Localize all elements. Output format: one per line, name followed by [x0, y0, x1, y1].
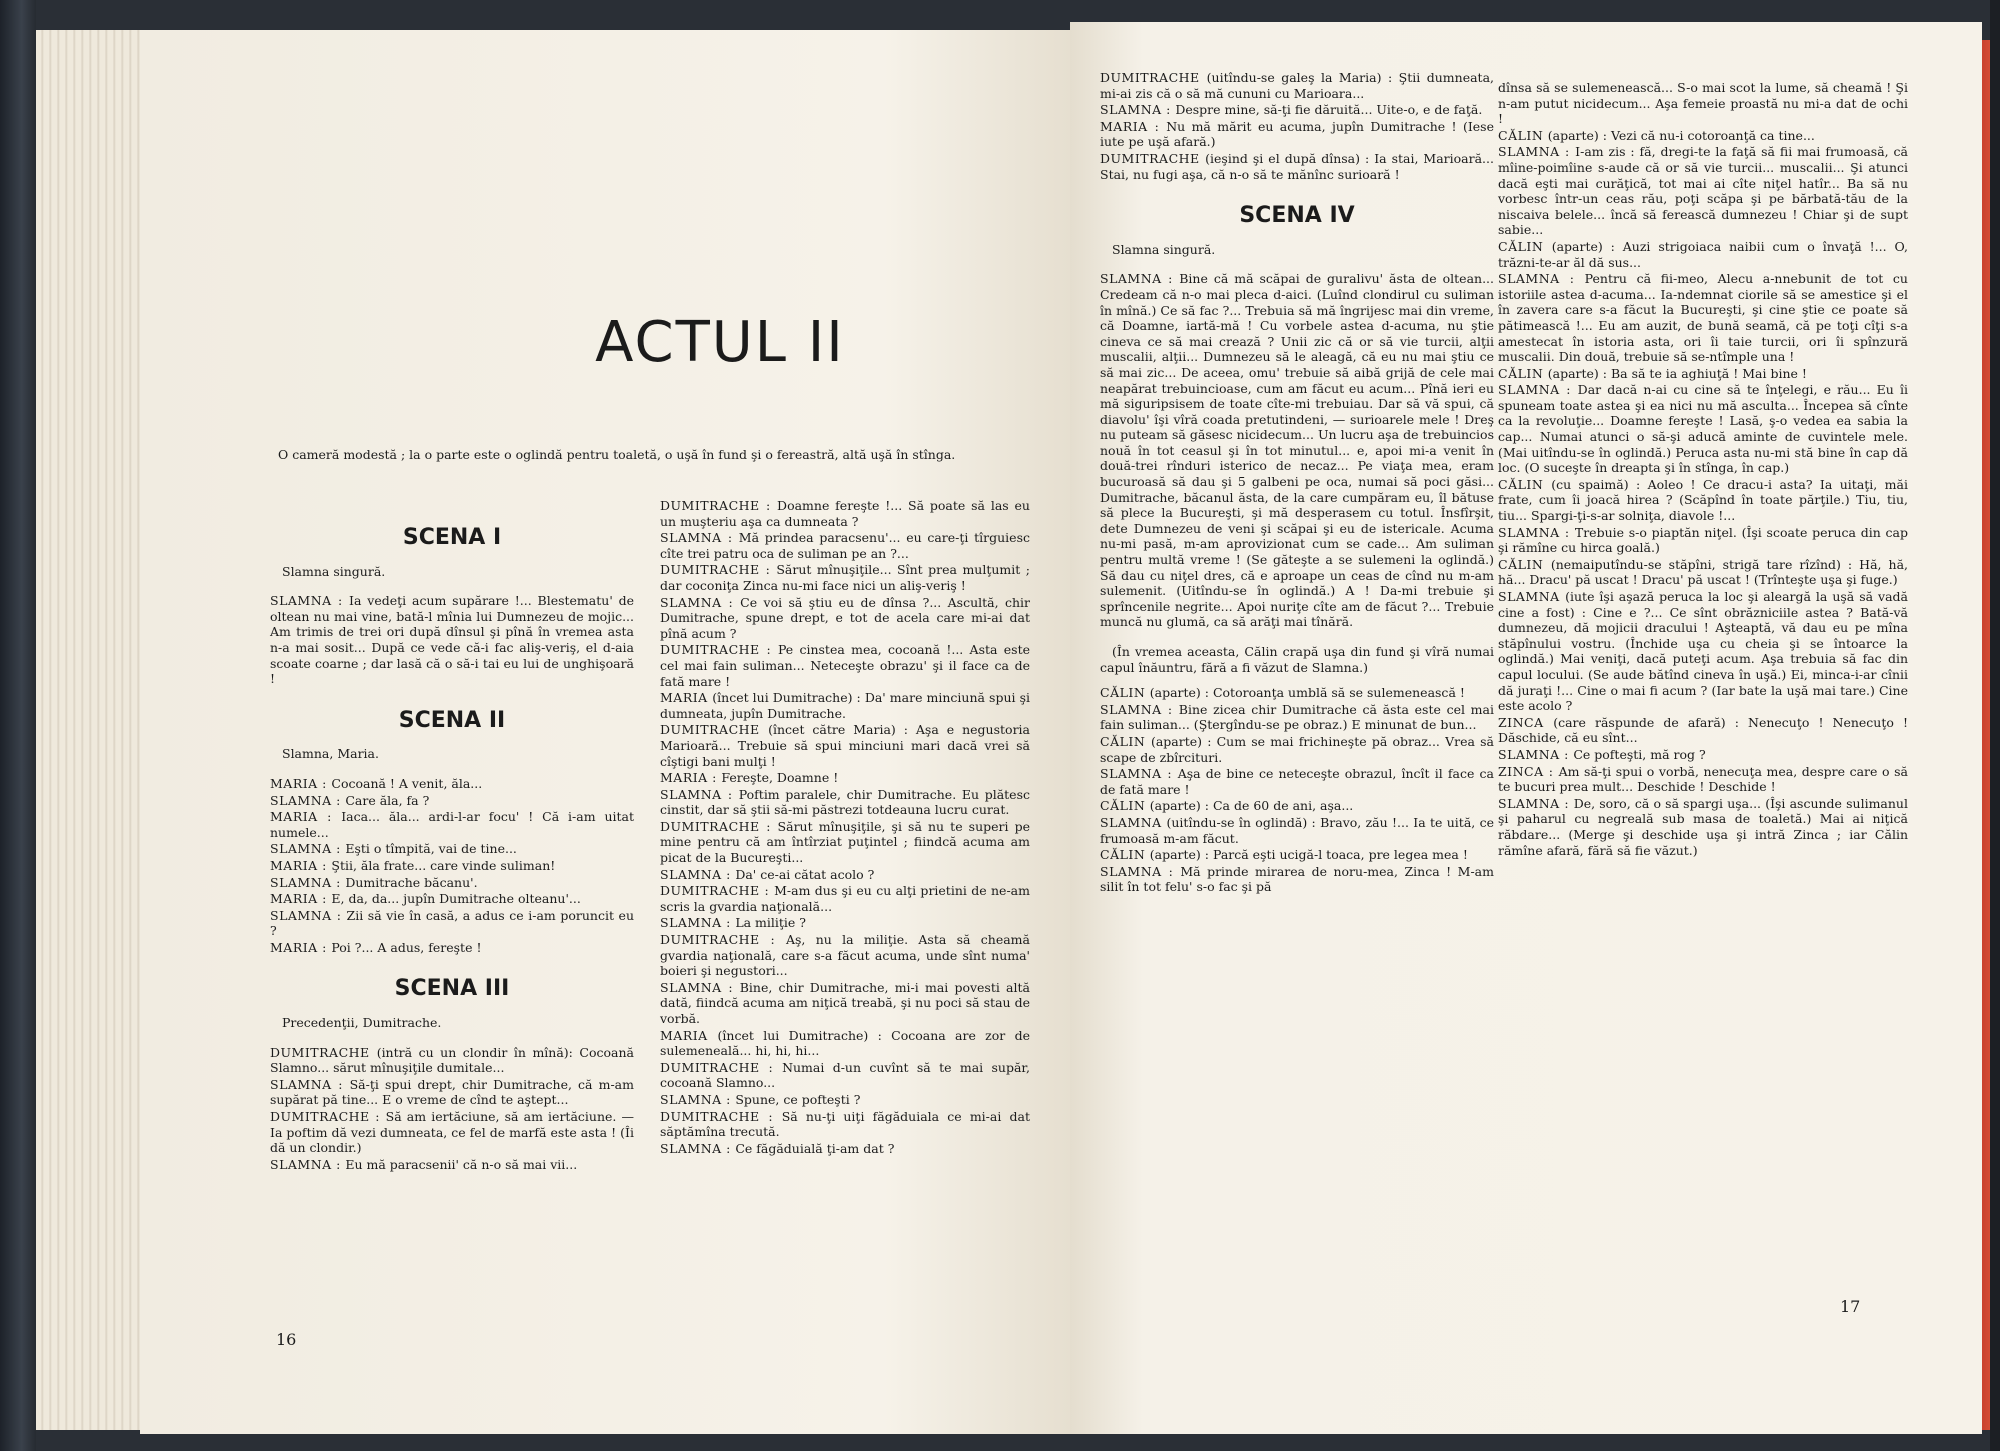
dialogue-line	[1498, 557, 1908, 588]
page-edges	[36, 30, 146, 1430]
speaker-name: MARIA :	[270, 857, 332, 873]
speaker-name: DUMITRACHE :	[660, 1059, 783, 1075]
speaker-name: CĂLIN	[1100, 798, 1150, 814]
book-binding	[0, 0, 36, 1451]
dialogue-line	[660, 1141, 1030, 1157]
speaker-name: SLAMNA :	[660, 530, 739, 546]
scene-heading: SCENA II	[398, 707, 506, 733]
speaker-name: SLAMNA :	[660, 594, 741, 610]
dialogue-text: (aparte) : Ca de 60 de ani, aşa...	[1149, 798, 1354, 814]
speaker-name: CĂLIN	[1100, 847, 1150, 863]
speaker-name: MARIA :	[270, 891, 332, 907]
dialogue-line	[270, 1109, 634, 1156]
speaker-name: DUMITRACHE :	[660, 818, 778, 834]
dialogue-text: (ieşind şi el după dînsa) : Ia stai, Marioară... Stai, nu fugi aşa, că n-o să te mănînc surioară !	[1100, 150, 1494, 182]
speaker-name: SLAMNA :	[660, 1140, 736, 1156]
dialogue-text: Pentru că fii-meo, Alecu a-nnebunit de tot cu istoriile astea d-acuma... Ia-ndemnat ciorile să se amestice şi el în zavera care s-a făcut la Bucureşti, şi cine ştie ce poate să pătimească !... Eu am auzit, de bună seamă, că pe toţi cîţi s-a amestecat în istoria asta, ori îi taie turcii, ori îi spînzură muscalii. Din două, trebuie să se-ntîmple una !	[1498, 271, 1908, 365]
dialogue-text: Mă prinde mirarea de noru-mea, Zinca ! M-am silit în tot felu' s-o fac şi pă	[1100, 863, 1494, 895]
dialogue-line	[1498, 271, 1908, 365]
dialogue-text: Care ăla, fa ?	[345, 792, 430, 808]
dialogue-text: M-am dus şi eu cu alţi prietini de ne-am scris la gvardia naţională...	[660, 883, 1030, 914]
left-page-column-1	[270, 525, 634, 1173]
dialogue-text: Să nu-ţi uiţi făgăduiala ce mi-ai dat săptămîna trecută.	[660, 1108, 1030, 1140]
speaker-name: SLAMNA :	[1498, 144, 1576, 160]
dialogue-line	[270, 809, 634, 840]
dialogue-text: Fereşte, Doamne !	[721, 770, 839, 786]
dialogue-text: Spune, ce pofteşti ?	[735, 1091, 861, 1107]
speaker-name: SLAMNA :	[270, 1156, 346, 1172]
dialogue-line	[1498, 128, 1908, 144]
speaker-name: DUMITRACHE	[660, 722, 769, 738]
dialogue-text: Doamne fereşte !... Să poate să las eu un muşteriu aşa ca dumneata ?	[660, 498, 1030, 529]
dialogue-text: (iute îşi aşază peruca la loc şi aleargă la uşă să vadă cine a fost) : Cine e ?... Ce sînt obrăzniciile astea ? Bată-vă dumnezeu, dă mojicii dracului ! Aşteaptă, vă dau eu pe mîna stăpînului vostru. (Închide uşa cu cheia şi se întoarce la oglindă.) Mai veniţi, dacă puteţi acum. Aşa trebuia să fac din capul locului. (Se aude bătînd cineva în uşă.) Ei, minca-i-ar cînii dă juraţi !... Cine o mai fi acum ? (Iar bate la uşă mai tare.) Cine este acolo ?	[1498, 589, 1908, 714]
speaker-name: SLAMNA :	[1498, 382, 1578, 398]
dialogue-line	[1100, 766, 1494, 797]
speaker-name: DUMITRACHE :	[660, 932, 786, 948]
speaker-name: SLAMNA :	[660, 1091, 736, 1107]
speaker-name: DUMITRACHE :	[660, 1108, 782, 1124]
dialogue-text: (încet către Maria) : Aşa e negustoria Marioară... Trebuie să spui minciuni mari dacă vrei să cîştigi bani mulţi !	[660, 722, 1031, 769]
speaker-name: SLAMNA :	[270, 792, 346, 808]
dialogue-line	[270, 776, 634, 792]
dialogue-text: I-am zis : fă, dregi-te la faţă să fii mai frumoasă, că mîine-poimîine s-aude că or să vie turcii... muscalii... Şi atunci dacă eşti mai curăţică, tot mai ai cîte niţel hatîr... Ba să nu vorbesc într-un ceas rău, poţi scăpa şi pe bărbată-tău de la niscaiva belele... încă să ferească dumnezeu ! Chiar şi de supt sabie...	[1498, 144, 1908, 238]
page-number: 16	[276, 1330, 297, 1349]
speaker-name: CĂLIN	[1498, 365, 1548, 381]
dialogue-text: Numai d-un cuvînt să te mai supăr, cocoană Slamno...	[660, 1059, 1030, 1091]
dialogue-text: Poi ?... A adus, fereşte !	[331, 939, 482, 955]
speaker-name: DUMITRACHE :	[660, 642, 778, 658]
speaker-name: SLAMNA :	[1100, 102, 1176, 118]
dialogue-text: Ce pofteşti, mă rog ?	[1573, 746, 1706, 762]
dialogue-text: (uitîndu-se în oglindă) : Bravo, zău !... Ia te uită, ce frumoasă m-am făcut.	[1100, 814, 1494, 846]
speaker-name: CĂLIN	[1498, 476, 1552, 492]
dialogue-line	[270, 1157, 634, 1173]
dialogue-line	[660, 787, 1030, 818]
dialogue-line	[660, 1092, 1030, 1108]
speaker-name: SLAMNA :	[1498, 746, 1574, 762]
dialogue-text: (care răspunde de afară) : Nenecuţo ! Nenecuţo ! Dăschide, că eu sînt...	[1498, 714, 1908, 746]
dialogue-text: Poftim paralele, chir Dumitrache. Eu plătesc cinstit, dar să ştii să-mi păstrezi totdeauna lucru curat.	[660, 786, 1030, 818]
dialogue-line	[660, 770, 1030, 786]
speaker-name: SLAMNA :	[1498, 795, 1574, 811]
dialogue-text: Dumitrache băcanu'.	[345, 874, 478, 890]
dialogue-line	[660, 498, 1030, 529]
speaker-name: MARIA :	[1100, 118, 1167, 134]
dialogue-line	[660, 1028, 1030, 1059]
speaker-name: MARIA	[660, 690, 713, 706]
dialogue-line	[660, 530, 1030, 561]
dialogue-text: Cocoană ! A venit, ăla...	[331, 775, 483, 791]
scene-heading: SCENA I	[402, 525, 502, 550]
speaker-name: CĂLIN	[1498, 127, 1548, 143]
dialogue-line	[1498, 525, 1908, 556]
speaker-name: SLAMNA :	[1100, 863, 1181, 879]
dialogue-line	[660, 883, 1030, 914]
dialogue-text: Pe cinstea mea, cocoană !... Asta este cel mai fain suliman... Neteceşte obrazu' şi il face ca de fată mare !	[660, 642, 1030, 689]
dialogue-text: Ce făgăduială ţi-am dat ?	[735, 1140, 895, 1156]
speaker-name: DUMITRACHE	[1100, 150, 1206, 166]
book-edge-right	[1990, 0, 2000, 1451]
speaker-name: SLAMNA :	[270, 593, 350, 609]
dialogue-line	[1498, 764, 1908, 795]
dialogue-line	[660, 1060, 1030, 1091]
dialogue-text: Despre mine, să-ţi fie dăruită... Uite-o, e de faţă.	[1175, 102, 1483, 118]
dialogue-text: Eu mă paracsenii' că n-o să mai vii...	[345, 1156, 578, 1172]
dialogue-text: Sărut mînuşiţile... Sînt prea mulţumit ; dar coconiţa Zinca nu-mi face nici un aliş-veriş !	[660, 562, 1030, 593]
dialogue-text: E, da, da... jupîn Dumitrache olteanu'...	[331, 891, 581, 907]
dialogue-text: Mă prindea paracsenu'... eu care-ţi tîrguiesc cîte trei patru oca de suliman pe an ?...	[660, 530, 1030, 561]
speaker-name: MARIA :	[660, 770, 722, 786]
dialogue-text: La miliţie ?	[735, 915, 806, 931]
dialogue-text: Să-ţi spui drept, chir Dumitrache, că m-am supărat pă tine... E o vreme de cînd te aştept...	[270, 1076, 634, 1108]
speaker-name: SLAMNA :	[270, 874, 346, 890]
dialogue-line	[1100, 685, 1494, 701]
speaker-name: DUMITRACHE	[1100, 70, 1207, 85]
dialogue-text: (aparte) : Cum se mai frichineşte pă obraz... Vrea să scape de zbîrcituri.	[1100, 733, 1494, 765]
dialogue-line	[270, 841, 634, 857]
speaker-name: CĂLIN	[1498, 556, 1551, 572]
dialogue-line	[270, 1077, 634, 1108]
dialogue-text: Eşti o tîmpită, vai de tine...	[345, 841, 517, 857]
speaker-name: SLAMNA :	[270, 841, 346, 857]
dialogue-line	[1100, 734, 1494, 765]
speaker-name: CĂLIN	[1100, 733, 1151, 749]
dialogue-line	[1100, 815, 1494, 846]
dialogue-text: Dar dacă n-ai cu cine să te înţelegi, e rău... Eu îi spuneam toate astea şi ea nici nu mă asculta... Începea să cînte ca la revoluţie... Doamne fereşte ! Lasă, ş-o vedea ea sabia la cap... Numai atunci o să-şi aducă aminte de cuvintele mele. (Mai uitîndu-se în oglindă.) Peruca asta nu-mi stă bine în cap dă loc. (O suceşte în dreapta şi în stînga, în cap.)	[1498, 382, 1908, 476]
dialogue-text: Nu mă mărit eu acuma, jupîn Dumitrache ! (Iese iute pe uşă afară.)	[1100, 118, 1494, 150]
speaker-name: DUMITRACHE :	[660, 883, 775, 899]
dialogue-text: (cu spaimă) : Aoleo ! Ce dracu-i asta? Ia uitaţi, măi frate, cum îi joacă hirea ? (Scăpînd în toate părţile.) Tiu, tiu, tiu... Spargi-ţi-s-ar solniţa, diavole !...	[1498, 476, 1908, 524]
dialogue-line	[270, 858, 634, 874]
dialogue-line	[1100, 864, 1494, 895]
speaker-name: SLAMNA :	[660, 786, 739, 802]
speaker-name: SLAMNA :	[1498, 271, 1585, 287]
dialogue-line	[270, 875, 634, 891]
dialogue-text: (aparte) : Auzi strigoiaca naibii cum o învaţă !... O, trăzni-te-ar ăl dă sus...	[1498, 238, 1908, 270]
scene-characters: Slamna singură.	[282, 563, 386, 579]
left-page	[140, 30, 1070, 1434]
scene-characters: Slamna, Maria.	[282, 746, 379, 762]
dialogue-text: (încet lui Dumitrache) : Da' mare minciună spui şi dumneata, jupîn Dumitrache.	[660, 690, 1030, 721]
speaker-name: CĂLIN	[1498, 238, 1552, 254]
dialogue-text: (încet lui Dumitrache) : Cocoana are zor de sulemeneală... hi, hi, hi...	[660, 1027, 1030, 1059]
dialogue-line	[1498, 144, 1908, 238]
speaker-name: SLAMNA	[1498, 589, 1566, 604]
scene-heading: SCENA III	[394, 976, 510, 1002]
dialogue-line	[270, 940, 634, 956]
dialogue-line	[1498, 477, 1908, 524]
speaker-name: MARIA :	[270, 775, 332, 791]
scene-heading: SCENA IV	[1239, 203, 1355, 229]
dialogue-text: Ia vedeţi acum supărare !... Blestematu' de oltean nu mai vine, bată-l mînia lui Dumnezeu de mojic... Am trimis de trei ori după dînsul şi pînă în vremea asta n-a mai sosit... După ce vede că-i fac aliş-veriş, el d-aia scoate coarne ; dar lasă că o să-i tai eu lui de unghişoară !	[270, 593, 634, 687]
speaker-name: SLAMNA :	[1100, 271, 1180, 287]
dialogue-line	[660, 722, 1030, 769]
dialogue-line	[270, 593, 634, 687]
dialogue-line	[1100, 102, 1494, 118]
speaker-name: DUMITRACHE :	[660, 498, 778, 513]
dialogue-text: Aş, nu la miliţie. Asta să cheamă gvardia naţională, care s-a făcut acuma, unde sînt numa' boieri şi negustori...	[660, 932, 1030, 979]
dialogue-line	[1100, 70, 1494, 101]
stage-direction-intro: O cameră modestă ; la o parte este o oglindă pentru toaletă, o uşă în fund şi o fereastră, altă uşă în stînga.	[278, 447, 956, 462]
speaker-name: SLAMNA :	[1100, 766, 1178, 782]
act-title: ACTUL II	[595, 310, 845, 375]
dialogue-text: Zii să vie în casă, a adus ce i-am poruncit eu ?	[270, 907, 634, 939]
speaker-name: SLAMNA :	[660, 979, 740, 995]
dialogue-text: (aparte) : Ba să te ia aghiuţă ! Mai bine !	[1547, 365, 1807, 381]
stage-direction: (În vremea aceasta, Călin crapă uşa din fund şi vîră numai capul înăuntru, fără a fi văzut de Slamna.)	[1100, 644, 1494, 675]
speaker-name: SLAMNA :	[1100, 701, 1179, 717]
dialogue-text: Bine zicea chir Dumitrache că ăsta este cel mai fain suliman... (Ştergîndu-se pe obraz.) E minunat de bun...	[1100, 701, 1494, 733]
right-page-column-1	[1100, 70, 1494, 896]
dialogue-line	[1498, 747, 1908, 763]
speaker-name: DUMITRACHE :	[660, 562, 777, 578]
dialogue-line	[1100, 847, 1494, 863]
dialogue-line	[1100, 119, 1494, 150]
speaker-name: SLAMNA :	[1498, 524, 1575, 540]
page-number: 17	[1840, 1297, 1861, 1316]
dialogue-text: Bine, chir Dumitrache, mi-i mai povesti altă dată, fiindcă acuma am niţică treabă, şi nu poci să stau de vorbă.	[660, 979, 1030, 1026]
scene-characters: Precedenţii, Dumitrache.	[282, 1015, 442, 1031]
dialogue-continuation: dînsa să se sulemenească... S-o mai scot la lume, să cheamă ! Şi n-am putut nicidecum... Aşa femeie proastă nu mi-a dat de ochi !	[1498, 80, 1908, 127]
speaker-name: SLAMNA :	[270, 907, 347, 923]
speaker-name: DUMITRACHE :	[270, 1109, 386, 1125]
dialogue-line	[660, 932, 1030, 979]
dialogue-line	[1498, 382, 1908, 476]
dialogue-line	[660, 642, 1030, 689]
dialogue-line	[660, 867, 1030, 883]
dialogue-line	[270, 891, 634, 907]
dialogue-text: (uitîndu-se galeş la Maria) : Ştii dumneata, mi-ai zis că o să mă cununi cu Marioara...	[1100, 70, 1494, 101]
dialogue-line	[660, 819, 1030, 866]
dialogue-text: De, soro, că o să spargi uşa... (Îşi ascunde sulimanul şi paharul cu negreală sub masa de toaletă.) Mai ai niţică răbdare... (Merge şi deschide uşa şi intră Zinca ; iar Călin rămîne afară, fără să fie văzut.)	[1498, 795, 1908, 858]
right-page-column-2	[1498, 80, 1908, 859]
dialogue-line	[270, 908, 634, 939]
dialogue-line	[660, 980, 1030, 1027]
speaker-name: SLAMNA :	[270, 1076, 350, 1092]
dialogue-line	[1498, 796, 1908, 858]
dialogue-text: Sărut mînuşiţile, şi să nu te superi pe mine pentru că am întîrziat puţintel ; fiindcă acuma am picat de la Bucureşti...	[660, 818, 1030, 866]
speaker-name: MARIA :	[270, 809, 342, 825]
speaker-name: CĂLIN	[1100, 685, 1150, 701]
dialogue-line	[1498, 715, 1908, 746]
dialogue-line	[1498, 589, 1908, 714]
scene-characters: Slamna singură.	[1112, 241, 1216, 257]
dialogue-text: Da' ce-ai cătat acolo ?	[735, 866, 875, 882]
dialogue-text: (aparte) : Vezi că nu-i cotoroanţă ca tine...	[1547, 127, 1815, 143]
speaker-name: ZINCA	[1498, 714, 1554, 730]
dialogue-text: (nemaiputîndu-se stăpîni, strigă tare rîzînd) : Hă, hă, hă... Dracu' pă uscat ! Dracu' pă uscat ! (Trînteşte uşa şi fuge.)	[1498, 556, 1909, 588]
dialogue-line	[1100, 151, 1494, 182]
speaker-name: MARIA	[660, 1027, 718, 1043]
dialogue-line	[1100, 271, 1494, 630]
dialogue-text: Trebuie s-o piaptăn niţel. (Îşi scoate peruca din cap şi rămîne cu hirca goală.)	[1498, 524, 1908, 556]
left-page-column-2	[660, 498, 1030, 1157]
dialogue-text: Ce voi să ştiu eu de dînsa ?... Ascultă, chir Dumitrache, spune drept, e tot de acela care mi-ai dat pînă acum ?	[660, 594, 1030, 641]
speaker-name: SLAMNA :	[660, 866, 736, 882]
speaker-name: MARIA :	[270, 939, 332, 955]
dialogue-line	[660, 595, 1030, 642]
right-page	[1070, 22, 1982, 1434]
dialogue-text: Ştii, ăla frate... care vinde suliman!	[331, 857, 556, 873]
speaker-name: SLAMNA :	[660, 915, 736, 931]
dialogue-text: Iaca... ăla... ardi-l-ar focu' ! Că i-am uitat numele...	[270, 809, 634, 840]
dialogue-line	[1100, 798, 1494, 814]
speaker-name: SLAMNA	[1100, 814, 1167, 830]
dialogue-text: Am să-ţi spui o vorbă, nenecuţa mea, despre care o să te bucuri prea mult... Deschide ! Deschide !	[1498, 763, 1908, 795]
dialogue-line	[660, 915, 1030, 931]
dialogue-text: Să am iertăciune, să am iertăciune. — Ia poftim dă vezi dumneata, ce fel de marfă este asta ! (Îi dă un clondir.)	[270, 1109, 634, 1156]
dialogue-line	[660, 1109, 1030, 1140]
dialogue-line	[660, 562, 1030, 593]
dialogue-line	[1100, 702, 1494, 733]
dialogue-text: Aşa de bine ce neteceşte obrazul, încît il face ca de fată mare !	[1100, 766, 1494, 797]
dialogue-text: (aparte) : Cotoroanţa umblă să se sulemenească !	[1149, 685, 1465, 701]
speaker-name: ZINCA :	[1498, 763, 1559, 779]
dialogue-text: Bine că mă scăpai de guralivu' ăsta de oltean... Credeam că n-o mai pleca d-aici. (Luînd clondirul cu suliman în mînă.) Ce să fac ?... Trebuia să mă îngrijesc mai din vreme, că Doamne, iartă-mă ! Cu vorbele astea d-acuma, nu ştie cineva ce să mai crează ? Unii zic că or să vie turcii, alţii muscalii, alţii... Dumnezeu să le aleagă, că eu nu mai ştiu ce să mai zic... De aceea, omu' trebuie să aibă grijă de cele mai neapărat trebuincioase, cum am făcut eu acum... Pînă ieri eu mă siguripsisem de toate cîte-mi trebuiau. Dar să vă spui, că diavolu' îşi vîră coada pretutindeni, — surioarele mele ! Dreş nu puteam să găsesc nicidecum... Un lucru aşa de trebuincios nouă în tot ceasul şi în tot minutul... e, apoi mi-a venit în două-trei rînduri isterico de necaz... Pe viaţa mea, eram bucuroasă să dau şi 5 galbeni pe oca, numai să poci găsi... Dumitrache, băcanul ăsta, de la care cumpăram eu, îl bătuse să plece la Bucureşti, şi mă desperasem cu totul. Însfîrşit, dete Dumnezeu de veni şi scăpai şi eu de istericale. Acuma nu-mi pasă, m-am aprovizionat cum se cade... Am suliman pentru multă vreme ! (Se găteşte a se sulemeni la oglindă.) Să dau cu niţel dres, că e aproape un ceas de cînd nu m-am sulemenit. (Uitîndu-se în oglindă.) A ! Da-mi trebuie şi sprîncenile negrite... Apoi nuriţe cîte am de făcut ?... Trebuie muncă nu glumă, ca să arăţi mai tînără.	[1100, 271, 1494, 630]
dialogue-text: (aparte) : Parcă eşti ucigă-l toaca, pre legea mea !	[1149, 847, 1468, 863]
dialogue-line	[270, 1045, 634, 1076]
dialogue-line	[1498, 239, 1908, 270]
dialogue-line	[1498, 366, 1908, 382]
dialogue-text: (intră cu un clondir în mînă): Cocoană Slamno... sărut mînuşiţile dumitale...	[270, 1044, 634, 1076]
dialogue-line	[660, 690, 1030, 721]
speaker-name: DUMITRACHE	[270, 1044, 377, 1060]
dialogue-line	[270, 793, 634, 809]
